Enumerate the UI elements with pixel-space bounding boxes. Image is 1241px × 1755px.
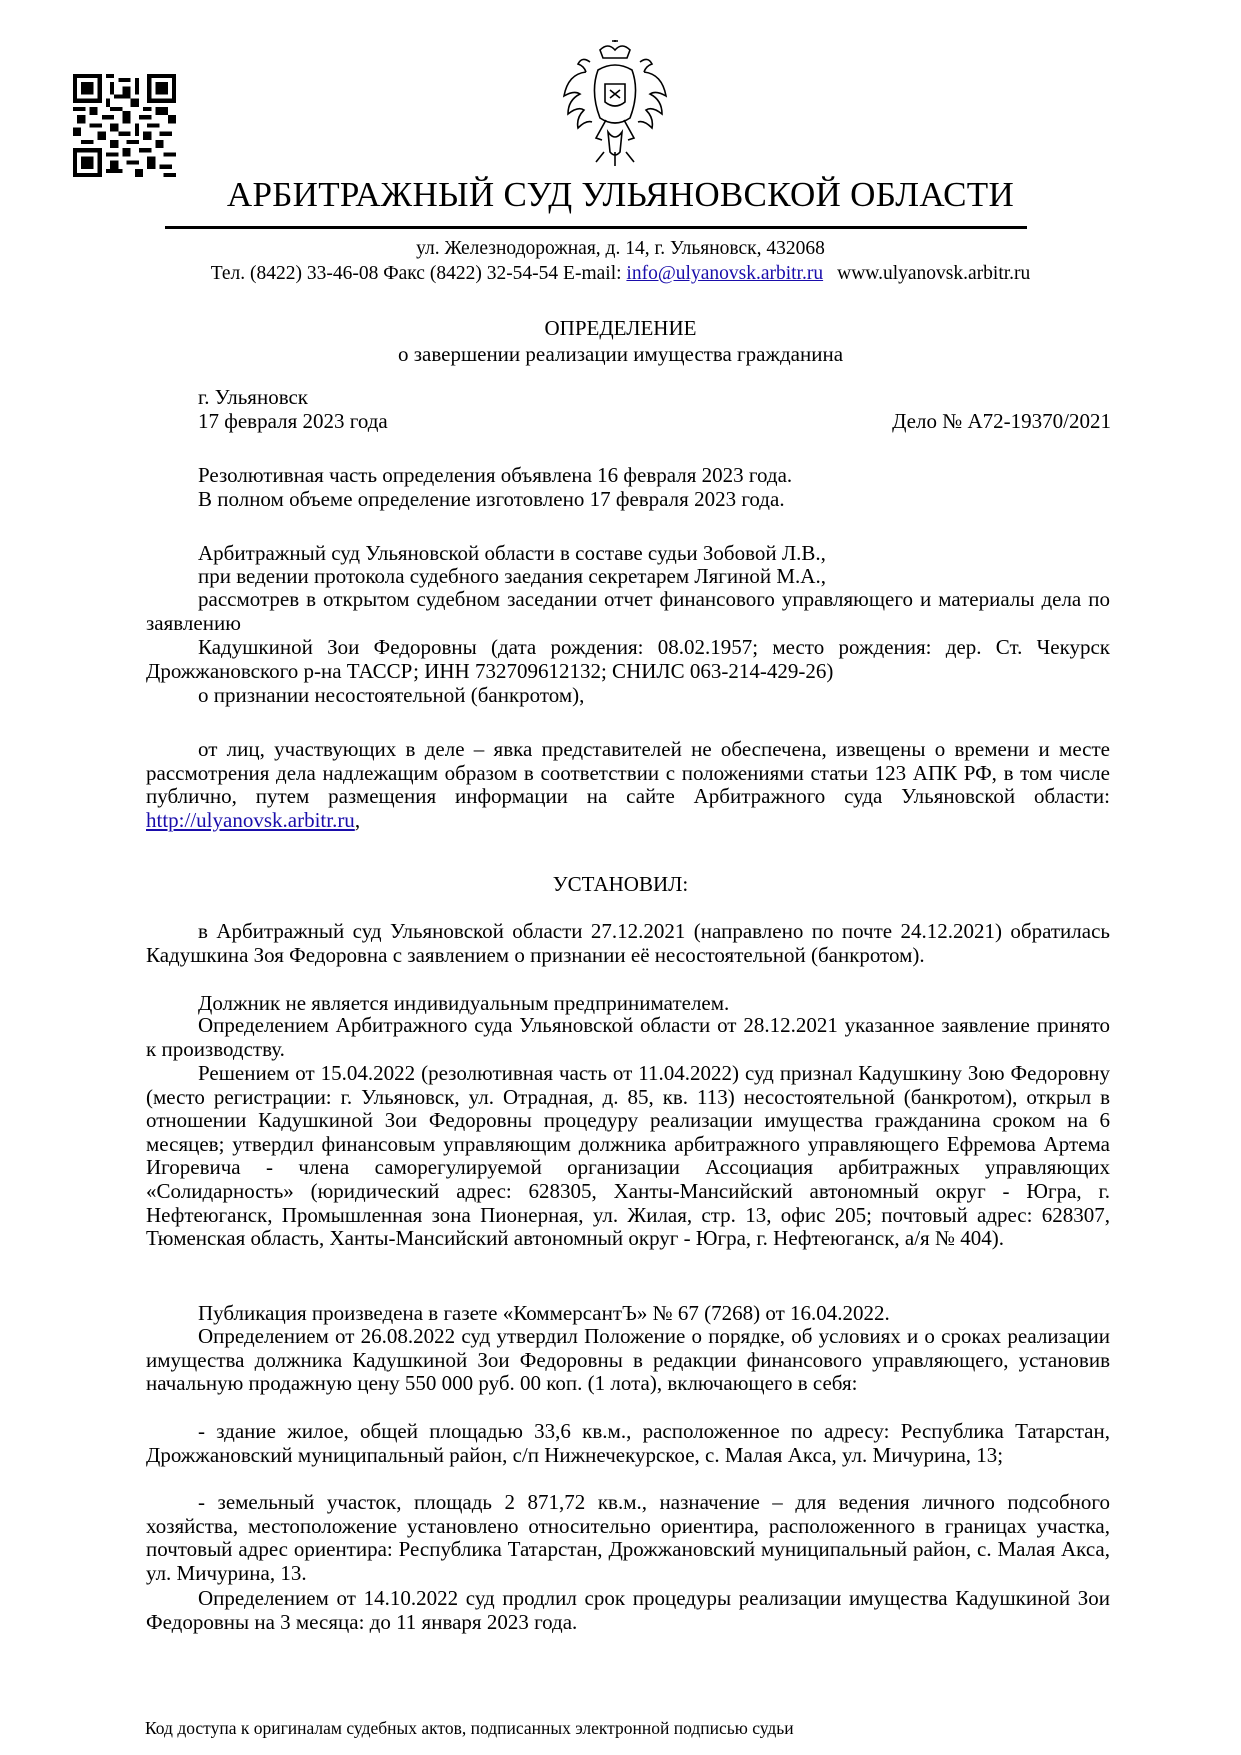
document-date: 17 февраля 2023 года	[198, 409, 388, 433]
document-type: ОПРЕДЕЛЕНИЕ	[544, 316, 697, 340]
qr-code-icon	[73, 74, 176, 177]
paragraph-decision: Решением от 15.04.2022 (резолютивная часть от 11.04.2022) суд признал Кадушкину Зою Федоровну (место регистрации: г. Ульяновск, ул. Отрадная, д. 85, кв. 113) несостоятельной (банкротом), открыл в отношении Кадушкиной Зои Федоровны процедуру реализации имущества гражданина сроком на 6 месяцев; утвердил финансовым управляющим должника арбитражного управляющего Ефремова Артема Игоревича - члена саморегулируемой организации Ассоциация арбитражных управляющих «Солидарность» (юридический адрес: 628305, Ханты-Мансийский автономный округ - Югра, г. Нефтеюганск, Промышленная зона Пионерная, ул. Жилая, стр. 13, офис 205; почтовый адрес: 628307, Тюменская область, Ханты-Мансийский автономный округ - Югра, г. Нефтеюганск, а/я № 404).	[146, 1061, 1110, 1251]
paragraph-extension: Определением от 14.10.2022 суд продлил срок процедуры реализации имущества Кадушкиной Зои Федоровны на 3 месяца: до 11 января 2023 года.	[146, 1586, 1110, 1634]
court-contacts	[0, 263, 1241, 285]
email-link[interactable]: info@ulyanovsk.arbitr.ru	[626, 263, 824, 284]
coat-of-arms-icon	[560, 40, 670, 168]
contacts-text: Тел. (8422) 33-46-08 Факс (8422) 32-54-54 E-mail:	[210, 263, 627, 284]
document-subject: о завершении реализации имущества гражданина	[397, 342, 844, 366]
paragraph-subject: о признании несостоятельной (банкротом),	[198, 683, 585, 707]
header-divider	[165, 226, 1027, 229]
paragraph-considering: рассмотрев в открытом судебном заседании отчет финансового управляющего и материалы дела по заявлению	[146, 587, 1110, 635]
court-website-link[interactable]: http://ulyanovsk.arbitr.ru	[146, 807, 355, 832]
resolution-announced: Резолютивная часть определения объявлена 16 февраля 2023 года.	[198, 463, 793, 487]
case-number: Дело № А72-19370/2021	[892, 409, 1111, 433]
paragraph-accepted: Определением Арбитражного суда Ульяновской области от 28.12.2021 указанное заявление принято к производству.	[146, 1013, 1110, 1061]
full-text-date: В полном объеме определение изготовлено 17 февраля 2023 года.	[198, 487, 785, 511]
paragraph-attendance: от лиц, участвующих в деле – явка представителей не обеспечена, извещены о времени и месте рассмотрения дела надлежащим образом в соответствии с положениями статьи 123 АПК РФ, в том числе публично, путем размещения информации на сайте Арбитражного суда Ульяновской области: http://ulyanovsk.arbitr.ru,	[146, 737, 1110, 832]
city: г. Ульяновск	[198, 385, 309, 409]
paragraph-publication: Публикация произведена в газете «КоммерсантЪ» № 67 (7268) от 16.04.2022.	[198, 1301, 890, 1325]
paragraph-not-entrepreneur: Должник не является индивидуальным предпринимателем.	[198, 991, 730, 1015]
court-name: АРБИТРАЖНЫЙ СУД УЛЬЯНОВСКОЙ ОБЛАСТИ	[226, 175, 1015, 214]
footer-access-code: Код доступа к оригиналам судебных актов, подписанных электронной подписью судьи	[145, 1718, 794, 1738]
paragraph-sale-regulation: Определением от 26.08.2022 суд утвердил Положение о порядке, об условиях и о сроках реализации имущества должника Кадушкиной Зои Федоровны в редакции финансового управляющего, установив начальную продажную цену 550 000 руб. 00 коп. (1 лота), включающего в себя:	[146, 1324, 1110, 1396]
court-address: ул. Железнодорожная, д. 14, г. Ульяновск, 432068	[416, 238, 825, 259]
paragraph-property-building: - здание жилое, общей площадью 33,6 кв.м., расположенное по адресу: Республика Татарстан, Дрожжановский муниципальный район, с/п Нижнечекурское, с. Малая Акса, ул. Мичурина, 13;	[146, 1419, 1110, 1467]
section-heading-established: УСТАНОВИЛ:	[552, 872, 689, 896]
paragraph-court-composition: Арбитражный суд Ульяновской области в составе судьи Зобовой Л.В.,	[198, 541, 826, 565]
paragraph-property-land: - земельный участок, площадь 2 871,72 кв.м., назначение – для ведения личного подсобного хозяйства, местоположение установлено относительно ориентира, расположенного в границах участка, почтовый адрес ориентира: Республика Татарстан, Дрожжановский муниципальный район, с. Малая Акса, ул. Мичурина, 13.	[146, 1490, 1110, 1585]
paragraph-debtor: Кадушкиной Зои Федоровны (дата рождения: 08.02.1957; место рождения: дер. Ст. Чекурск Дрожжановского р-на ТАССР; ИНН 732709612132; СНИЛС 063-214-429-26)	[146, 635, 1110, 683]
paragraph-application: в Арбитражный суд Ульяновской области 27.12.2021 (направлено по почте 24.12.2021) обратилась Кадушкина Зоя Федоровна с заявлением о признании её несостоятельной (банкротом).	[146, 919, 1110, 967]
website-text: www.ulyanovsk.arbitr.ru	[837, 263, 1031, 284]
paragraph-secretary: при ведении протокола судебного заедания секретарем Лягиной М.А.,	[198, 564, 826, 588]
